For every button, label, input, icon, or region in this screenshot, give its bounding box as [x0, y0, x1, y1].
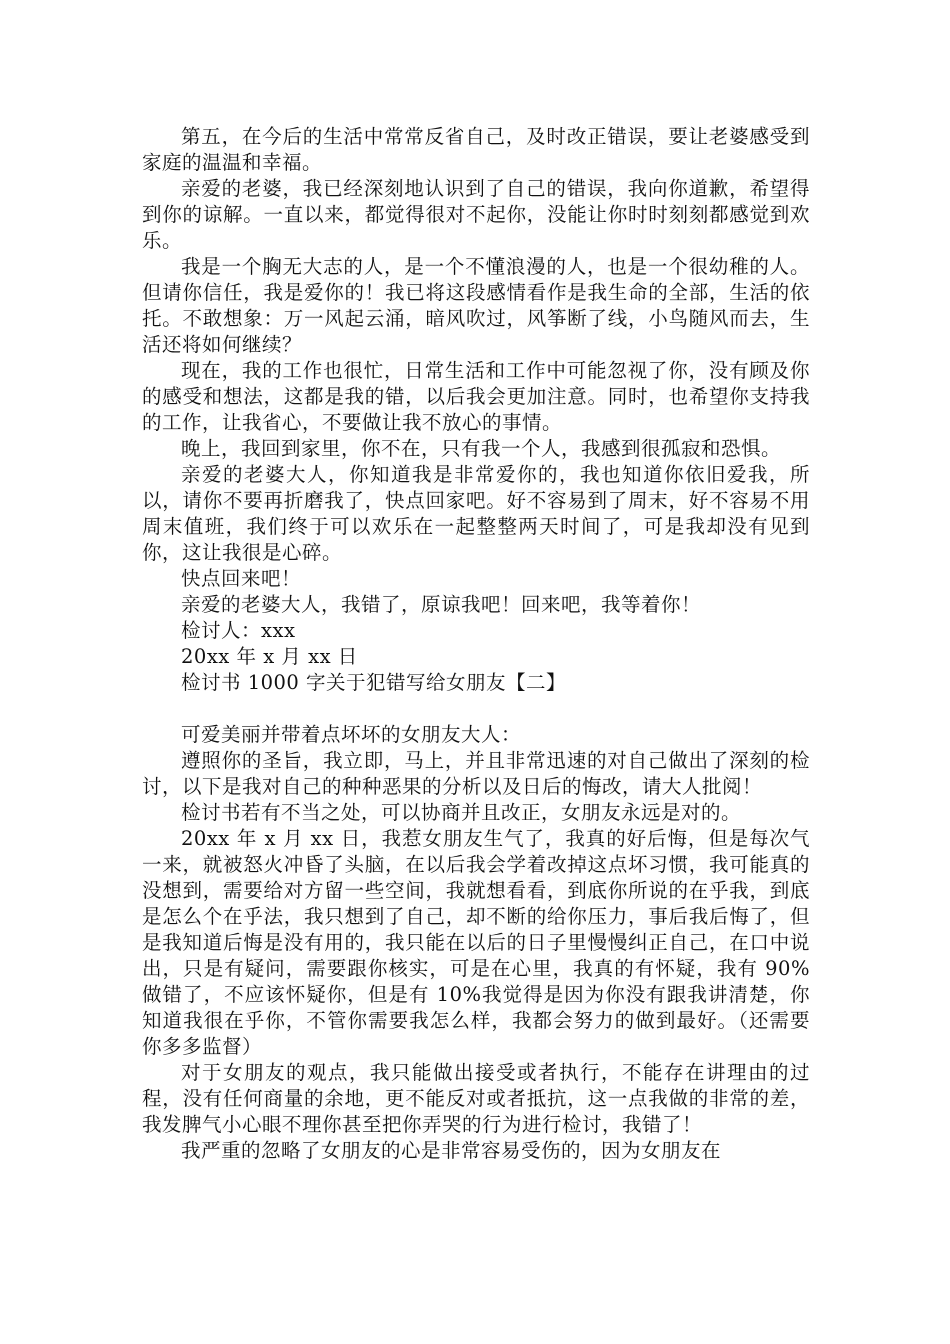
- paragraph-11: 我严重的忽略了女朋友的心是非常容易受伤的，因为女朋友在: [181, 1139, 722, 1162]
- salutation-line: 可爱美丽并带着点坏坏的女朋友大人：: [181, 723, 522, 746]
- paragraph-7: 遵照你的圣旨，我立即，马上，并且非常迅速的对自己做出了深刻的检讨，以下是我对自己的种种恶果的分析以及日后的悔改，请大人批阅！: [142, 749, 810, 798]
- paragraph-9: 20xx 年 x 月 xx 日，我惹女朋友生气了，我真的好后悔，但是每次气一来，就被怒火冲昏了头脑，在以后我会学着改掉这点坏习惯，我可能真的没想到，需要给对方留一些空间，我就想看看，到底你所说的在乎我，到底是怎么个在乎法，我只想到了自己，却不断的给你压力，事后我后悔了，但是我知道后悔是没有用的，我只能在以后的日子里慢慢纠正自己，在口中说出，只是有疑问，需要跟你核实，可是在心里，我真的有怀疑，我有 90%做错了，不应该怀疑你，但是有 10%我觉得是因为你没有跟我讲清楚，你知道我很在乎你，不管你需要我怎么样，我都会努力的做到最好。（还需要你多多监督）: [142, 827, 810, 1058]
- blank-line: [142, 696, 810, 722]
- paragraph-8: 检讨书若有不当之处，可以协商并且改正，女朋友永远是对的。: [181, 801, 742, 824]
- paragraph-1: 第五，在今后的生活中常常反省自己，及时改正错误，要让老婆感受到家庭的温温和幸福。: [142, 125, 810, 174]
- come-back-line: 快点回来吧！: [181, 567, 302, 590]
- paragraph-4: 现在，我的工作也很忙，日常生活和工作中可能忽视了你，没有顾及你的感受和想法，这都是我的错，以后我会更加注意。同时，也希望你支持我的工作，让我省心，不要做让我不放心的事情。: [142, 359, 810, 434]
- paragraph-6: 亲爱的老婆大人，你知道我是非常爱你的，我也知道你依旧爱我，所以，请你不要再折磨我了，快点回家吧。好不容易到了周末，好不容易不用周末值班，我们终于可以欢乐在一起整整两天时间了，可是我却没有见到你，这让我很是心碎。: [142, 463, 810, 564]
- apology-line: 亲爱的老婆大人，我错了，原谅我吧！回来吧，我等着你！: [181, 593, 702, 616]
- section-title: 检讨书 1000 字关于犯错写给女朋友【二】: [181, 671, 567, 694]
- paragraph-3: 我是一个胸无大志的人，是一个不懂浪漫的人，也是一个很幼稚的人。但请你信任，我是爱你的！我已将这段感情看作是我生命的全部，生活的依托。不敢想象：万一风起云涌，暗风吹过，风筝断了线，小鸟随风而去，生活还将如何继续？: [142, 255, 810, 356]
- paragraph-5: 晚上，我回到家里，你不在，只有我一个人，我感到很孤寂和恐惧。: [181, 437, 782, 460]
- paragraph-10: 对于女朋友的观点，我只能做出接受或者执行，不能存在讲理由的过程，没有任何商量的余地，更不能反对或者抵抗，这一点我做的非常的差，我发脾气小心眼不理你甚至把你弄哭的行为进行检讨，我错了！: [142, 1061, 810, 1136]
- paragraph-2: 亲爱的老婆，我已经深刻地认识到了自己的错误，我向你道歉，希望得到你的谅解。一直以来，都觉得很对不起你，没能让你时时刻刻都感觉到欢乐。: [142, 177, 810, 252]
- signer-line: 检讨人：xxx: [181, 619, 296, 642]
- date-line: 20xx 年 x 月 xx 日: [181, 645, 358, 668]
- document-page: [142, 124, 810, 1164]
